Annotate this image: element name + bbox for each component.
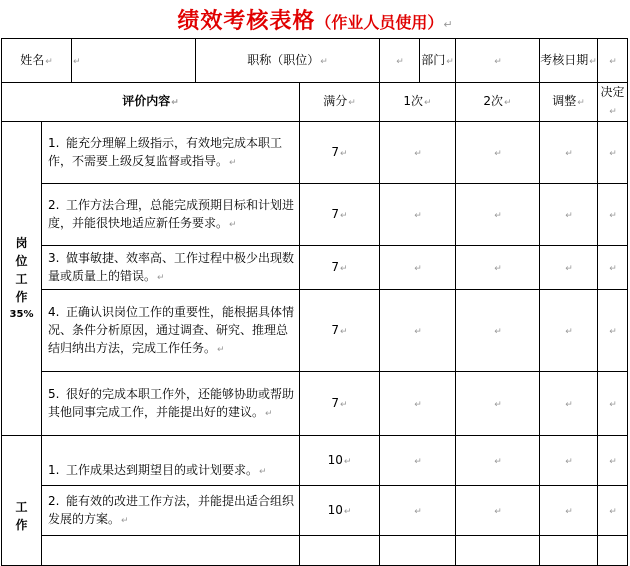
review-date-label-cell: 考核日期↵ bbox=[540, 39, 598, 83]
header-info-row bbox=[2, 39, 628, 83]
round1-header: 1次↵ bbox=[380, 83, 456, 122]
round1-cell[interactable] bbox=[380, 536, 456, 566]
decision-cell[interactable] bbox=[598, 536, 628, 566]
paragraph-mark-icon: ↵ bbox=[443, 18, 453, 31]
item-full-score: 7↵ bbox=[300, 122, 380, 184]
round2-cell[interactable]: ↵ bbox=[456, 184, 540, 246]
dept-label-cell: 部门↵ bbox=[420, 39, 456, 83]
round2-cell[interactable]: ↵ bbox=[456, 290, 540, 372]
round2-cell[interactable]: ↵ bbox=[456, 436, 540, 486]
adjust-cell[interactable]: ↵ bbox=[540, 246, 598, 290]
adjust-cell[interactable]: ↵ bbox=[540, 436, 598, 486]
item-full-score: 7↵ bbox=[300, 372, 380, 436]
round1-cell[interactable]: ↵ bbox=[380, 122, 456, 184]
full-score-header: 满分↵ bbox=[300, 83, 380, 122]
round2-cell[interactable]: ↵ bbox=[456, 486, 540, 536]
item-full-score: 10↵ bbox=[300, 486, 380, 536]
evaluation-table bbox=[1, 38, 628, 566]
adjust-header: 调整↵ bbox=[540, 83, 598, 122]
round2-header: 2次↵ bbox=[456, 83, 540, 122]
adjust-cell[interactable]: ↵ bbox=[540, 122, 598, 184]
title-subtitle: （作业人员使用） bbox=[315, 13, 444, 32]
item-text: 1. 工作成果达到期望目的或计划要求。↵ bbox=[42, 436, 300, 486]
round2-cell[interactable]: ↵ bbox=[456, 372, 540, 436]
item-text: 2. 工作方法合理，总能完成预期目标和计划进度，并能很快地适应新任务要求。↵ bbox=[42, 184, 300, 246]
category-percent: 35% bbox=[9, 308, 34, 320]
item-text: 1. 能充分理解上级指示，有效地完成本职工作，不需要上级反复监督或指导。↵ bbox=[42, 122, 300, 184]
table-row bbox=[2, 184, 628, 246]
decision-cell[interactable]: ↵ bbox=[598, 246, 628, 290]
round1-cell[interactable]: ↵ bbox=[380, 184, 456, 246]
column-header-row bbox=[2, 83, 628, 122]
table-row bbox=[2, 246, 628, 290]
round2-cell[interactable]: ↵ bbox=[456, 122, 540, 184]
decision-header: 决定↵ bbox=[598, 83, 628, 122]
round2-cell[interactable]: ↵ bbox=[456, 246, 540, 290]
item-text bbox=[42, 536, 300, 566]
decision-cell[interactable]: ↵ bbox=[598, 122, 628, 184]
round2-cell[interactable] bbox=[456, 536, 540, 566]
decision-cell[interactable]: ↵ bbox=[598, 372, 628, 436]
round1-cell[interactable]: ↵ bbox=[380, 372, 456, 436]
table-row bbox=[2, 290, 628, 372]
adjust-cell[interactable]: ↵ bbox=[540, 486, 598, 536]
name-value-cell[interactable]: ↵ bbox=[72, 39, 196, 83]
table-row bbox=[2, 122, 628, 184]
item-full-score: 7↵ bbox=[300, 290, 380, 372]
review-date-value-cell[interactable]: ↵ bbox=[598, 39, 628, 83]
position-label-cell: 职称（职位）↵ bbox=[196, 39, 380, 83]
round1-cell[interactable]: ↵ bbox=[380, 246, 456, 290]
content-header: 评价内容↵ bbox=[2, 83, 300, 122]
table-row bbox=[2, 486, 628, 536]
item-full-score: 10↵ bbox=[300, 436, 380, 486]
round1-cell[interactable]: ↵ bbox=[380, 290, 456, 372]
table-row bbox=[2, 372, 628, 436]
round1-cell[interactable]: ↵ bbox=[380, 486, 456, 536]
item-text: 2. 能有效的改进工作方法，并能提出适合组织发展的方案。↵ bbox=[42, 486, 300, 536]
item-text: 4. 正确认识岗位工作的重要性，能根据具体情况、条件分析原因，通过调查、研究、推理总结归纳出方法，完成工作任务。↵ bbox=[42, 290, 300, 372]
position-value-cell[interactable]: ↵ bbox=[380, 39, 420, 83]
adjust-cell[interactable] bbox=[540, 536, 598, 566]
name-label-cell: 姓名↵ bbox=[2, 39, 72, 83]
round1-cell[interactable]: ↵ bbox=[380, 436, 456, 486]
adjust-cell[interactable]: ↵ bbox=[540, 290, 598, 372]
adjust-cell[interactable]: ↵ bbox=[540, 184, 598, 246]
table-row bbox=[2, 536, 628, 566]
dept-value-cell[interactable]: ↵ bbox=[456, 39, 540, 83]
table-row bbox=[2, 436, 628, 486]
form-title bbox=[0, 4, 630, 36]
category-label: 工 作 bbox=[2, 436, 42, 566]
decision-cell[interactable]: ↵ bbox=[598, 436, 628, 486]
item-full-score: 7↵ bbox=[300, 184, 380, 246]
item-full-score bbox=[300, 536, 380, 566]
adjust-cell[interactable]: ↵ bbox=[540, 372, 598, 436]
title-main: 绩效考核表格 bbox=[177, 9, 316, 34]
category-label: 岗 位 工 作 35% bbox=[2, 122, 42, 436]
decision-cell[interactable]: ↵ bbox=[598, 290, 628, 372]
decision-cell[interactable]: ↵ bbox=[598, 184, 628, 246]
item-full-score: 7↵ bbox=[300, 246, 380, 290]
item-text: 3. 做事敏捷、效率高、工作过程中极少出现数量或质量上的错误。↵ bbox=[42, 246, 300, 290]
item-text: 5. 很好的完成本职工作外，还能够协助或帮助其他同事完成工作，并能提出好的建议。↵ bbox=[42, 372, 300, 436]
decision-cell[interactable]: ↵ bbox=[598, 486, 628, 536]
